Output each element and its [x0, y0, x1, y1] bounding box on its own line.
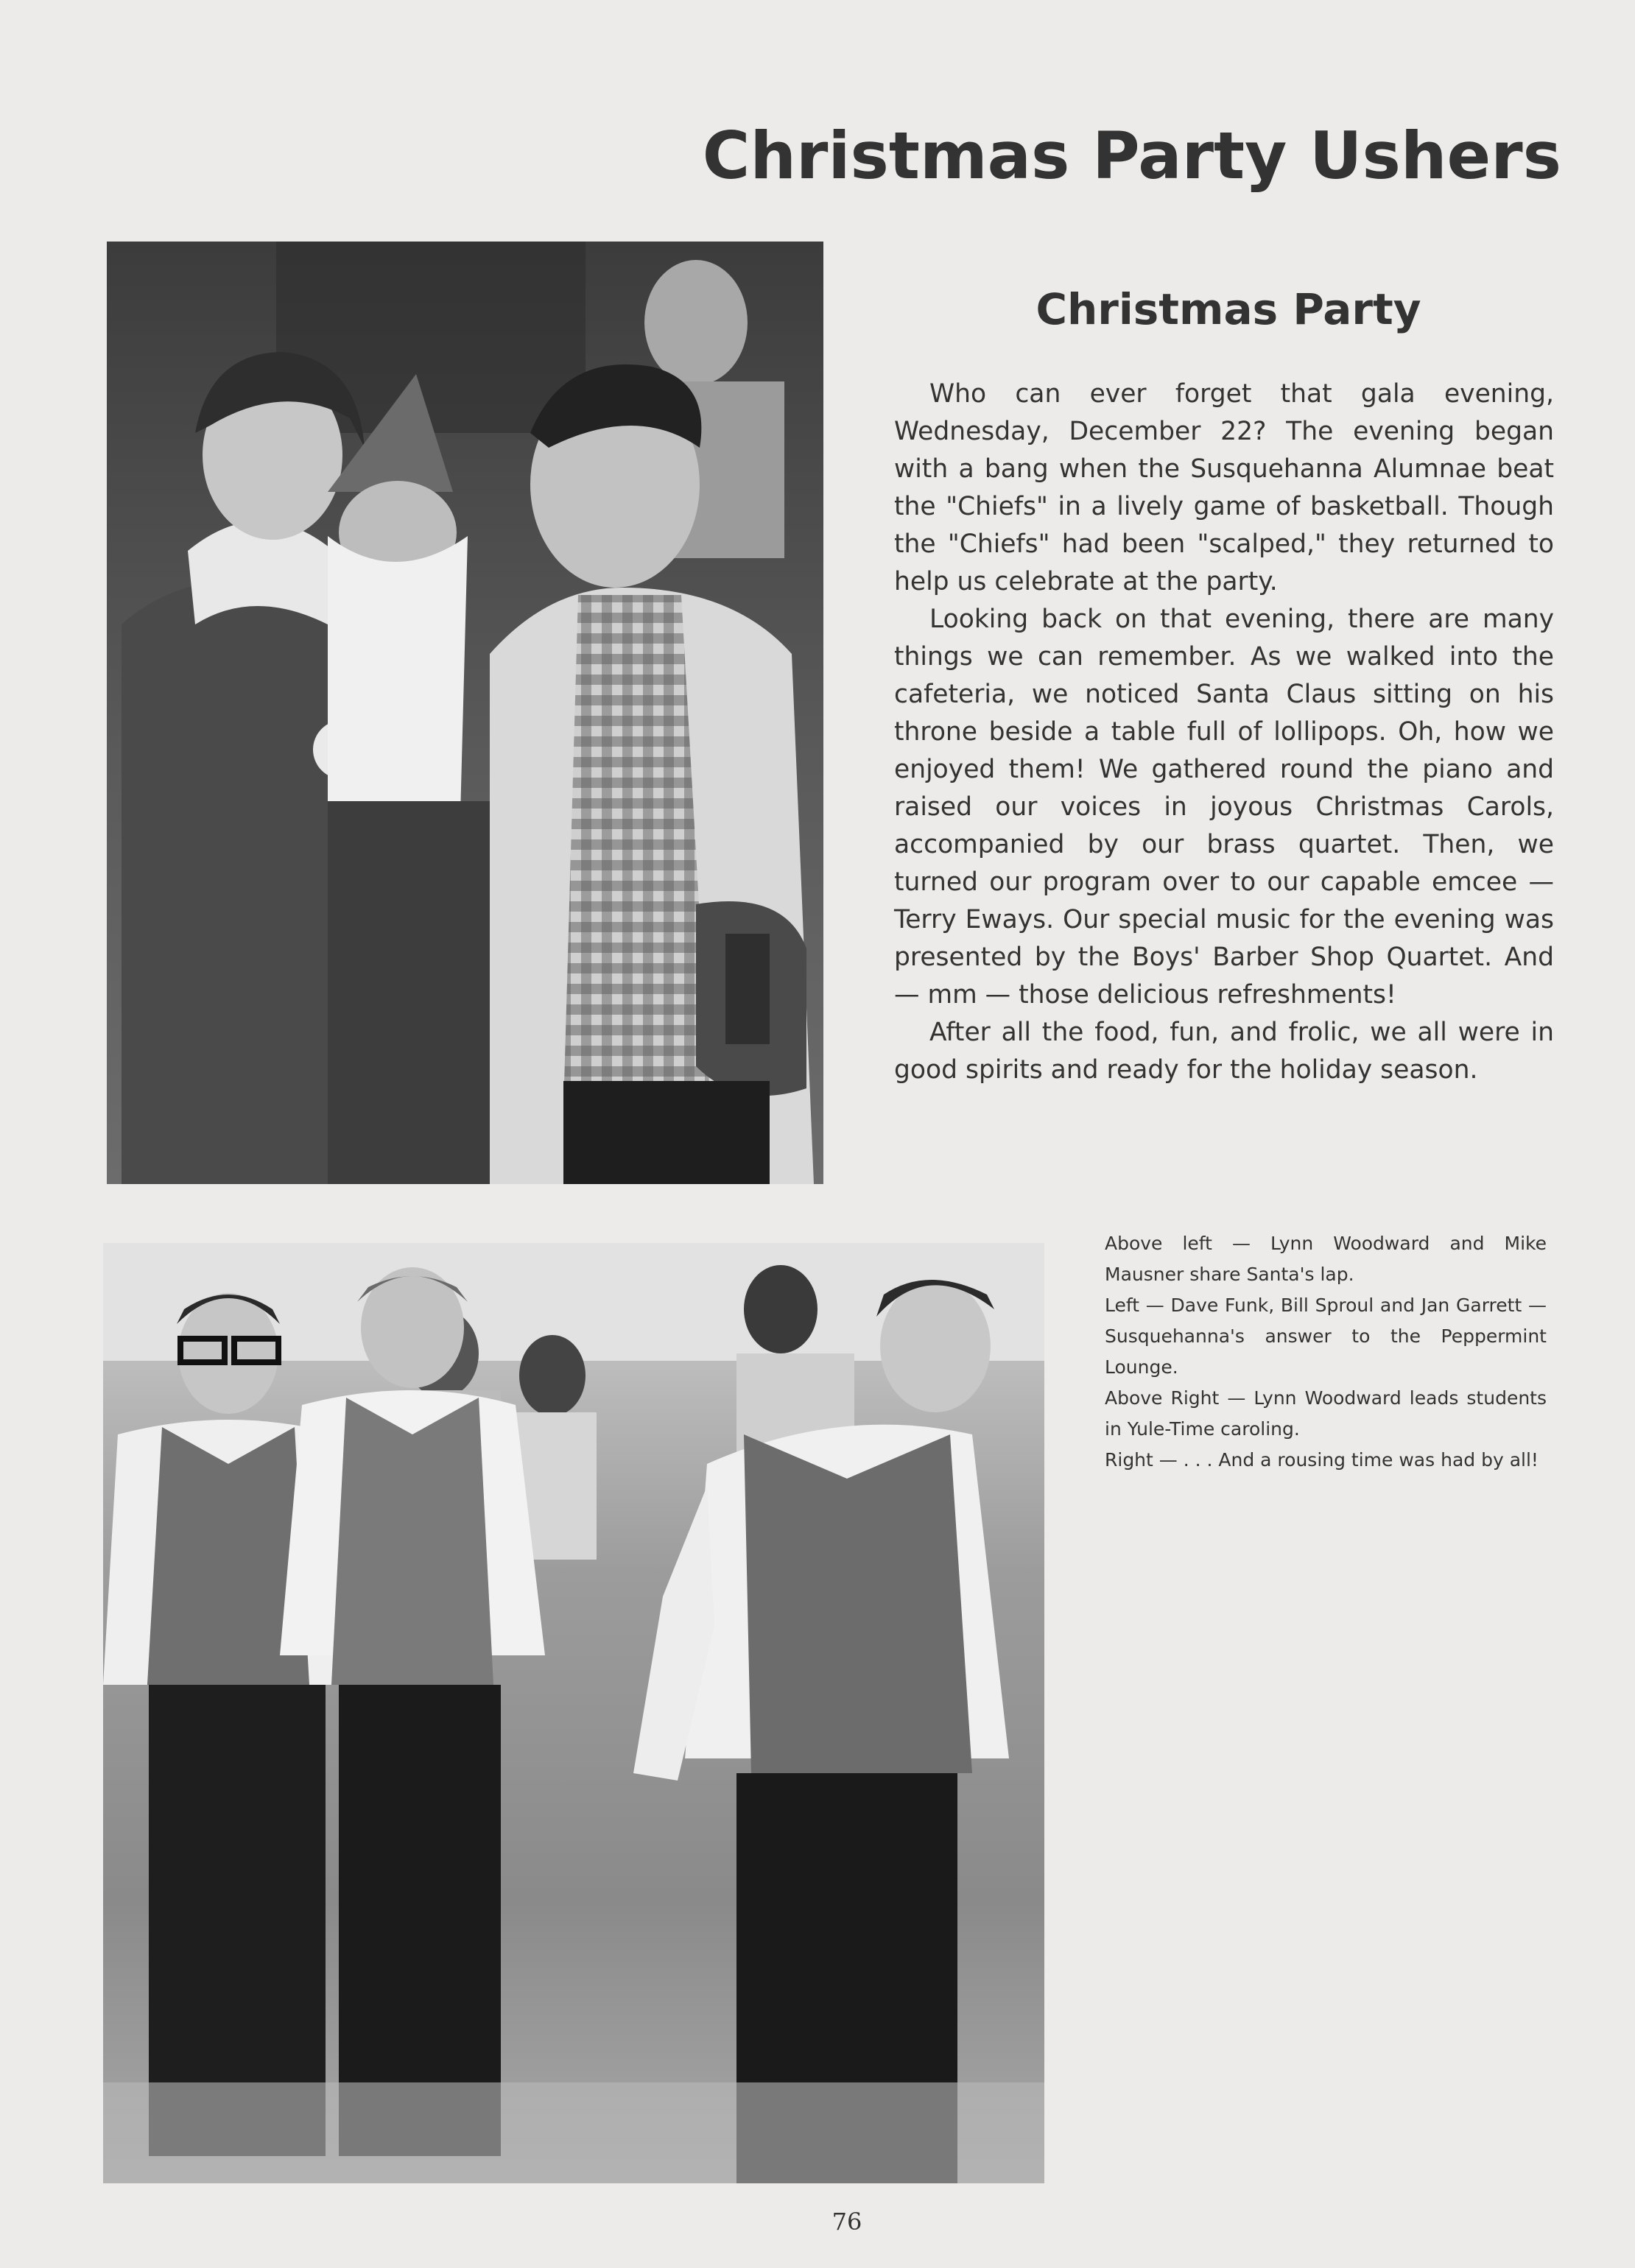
caption-right: Right — . . . And a rousing time was had by all!: [1105, 1449, 1539, 1471]
photo-santa-lap: [107, 242, 823, 1184]
article-paragraph-3: After all the food, fun, and frolic, we all were in good spirits and ready for the holiday season.: [894, 1018, 1554, 1085]
section-title: Christmas Party: [1036, 284, 1421, 334]
caption-left: Left — Dave Funk, Bill Sproul and Jan Garrett — Susquehanna's answer to the Peppermint Lounge.: [1105, 1295, 1547, 1378]
photo-quartet-dancing-image: [103, 1243, 1044, 2183]
photo-quartet-dancing: [103, 1243, 1044, 2183]
page-number: 76: [831, 2208, 862, 2236]
photo-captions: [1105, 1228, 1547, 1476]
article-paragraph-2: Looking back on that evening, there are many things we can remember. As we walked into the cafeteria, we noticed Santa Claus sitting on his throne beside a table full of lollipops. Oh, how we enjoyed them! We gathered round the piano and raised our voices in joyous Christmas Carols, accompanied by our brass quartet. Then, we turned our program over to our capable emcee — Terry Eways. Our special music for the evening was presented by the Boys' Barber Shop Quartet. And — mm — those delicious refreshments!: [894, 605, 1554, 1010]
caption-above-left: Above left — Lynn Woodward and Mike Mausner share Santa's lap.: [1105, 1233, 1547, 1285]
article-paragraph-1: Who can ever forget that gala evening, Wednesday, December 22? The evening began with a bang when the Susquehanna Alumnae beat the "Chiefs" in a lively game of basketball. Though the "Chiefs" had been "scalped," they returned to help us celebrate at the party.: [894, 379, 1554, 596]
page-title: Christmas Party Ushers: [702, 118, 1561, 194]
article-body: [894, 376, 1554, 1089]
caption-above-right: Above Right — Lynn Woodward leads students in Yule-Time caroling.: [1105, 1387, 1547, 1440]
photo-santa-lap-image: [107, 242, 823, 1184]
